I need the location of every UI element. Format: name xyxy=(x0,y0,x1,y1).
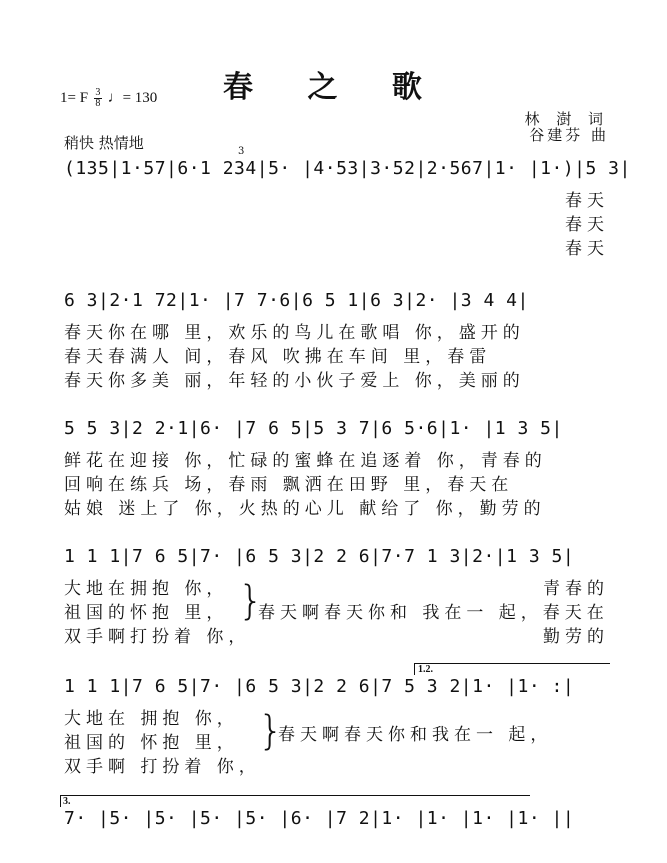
brace-4: } xyxy=(238,578,264,624)
lyric-2-2: 春天春满人 间，春风 吹拂在车间 里，春雷 xyxy=(64,347,492,367)
time-signature xyxy=(94,88,102,109)
ending-label-1: 1.2. xyxy=(418,664,433,675)
brace-5: } xyxy=(258,708,284,754)
key-signature xyxy=(60,88,157,109)
time-top: 3 xyxy=(95,87,101,98)
lyric-2-3: 春天你多美 丽，年轻的小伙子爱上 你，美丽的 xyxy=(64,371,525,391)
expression-mark: 稍快 热情地 xyxy=(64,134,144,152)
time-bottom: 8 xyxy=(95,98,101,109)
lyric-4-right-1: 青春的 xyxy=(543,579,609,599)
notation-line-5: 1 1 1|7 6 5|7· |6 5 3|2 2 6|7 5 3 2|1· |1· :| xyxy=(64,676,575,697)
key-prefix: 1= F xyxy=(60,89,89,106)
tempo-mark: ♩= 130 xyxy=(107,89,158,106)
composer-credit: 谷建芬 曲 xyxy=(529,126,609,144)
ending-bracket-3 xyxy=(60,795,530,796)
ending-bracket-1 xyxy=(414,663,610,664)
lyric-5-3: 双手啊 打扮着 你， xyxy=(64,757,261,777)
lyric-2-1: 春天你在哪 里，欢乐的鸟儿在歌唱 你，盛开的 xyxy=(64,323,525,343)
lyric-4-shared: 春天啊春天你和 我在一 起，春天在 xyxy=(258,603,609,623)
lyricist-credit: 林 澍 词 xyxy=(524,110,609,128)
lyric-1-2: 春天 xyxy=(565,215,609,235)
lyric-3-2: 回响在练兵 场，春雨 飘洒在田野 里，春天在 xyxy=(64,475,514,495)
ending-bracket-1-start xyxy=(414,663,415,675)
notation-line-2: 6 3|2·1 72|1· |7 7·6|6 5 1|6 3|2· |3 4 4| xyxy=(64,290,529,311)
lyric-3-3: 姑娘 迷上了 你，火热的心儿 献给了 你，勤劳的 xyxy=(64,499,546,519)
notation-line-3: 5 5 3|2 2·1|6· |7 6 5|5 3 7|6 5·6|1· |1 3 5| xyxy=(64,418,563,439)
notation-line-6: 7· |5· |5· |5· |5· |6· |7 2|1· |1· |1· |1· || xyxy=(64,808,575,829)
triplet-mark: 3 xyxy=(238,146,245,157)
lyric-3-1: 鲜花在迎接 你，忙碌的蜜蜂在追逐着 你，青春的 xyxy=(64,451,547,471)
page-title: 春 之 歌 xyxy=(223,70,444,105)
lyric-5-1: 大地在 拥抱 你， xyxy=(64,709,239,729)
lyric-1-1: 春天 xyxy=(565,191,609,211)
notation-line-4: 1 1 1|7 6 5|7· |6 5 3|2 2 6|7·7 1 3|2·|1 3 5| xyxy=(64,546,575,567)
ending-label-3: 3. xyxy=(63,796,71,807)
lyric-4-2: 祖国的怀抱 里， xyxy=(64,603,229,623)
ending-bracket-3-start xyxy=(60,795,61,807)
lyric-4-right-3: 勤劳的 xyxy=(543,627,609,647)
lyric-1-3: 春天 xyxy=(565,239,609,259)
notation-line-1: (135|1·57|6·1 234|5· |4·53|3·52|2·567|1· |1·)|5 3| xyxy=(64,158,631,179)
lyric-5-shared: 春天啊春天你和我在一 起， xyxy=(278,725,553,745)
lyric-4-1: 大地在拥抱 你， xyxy=(64,579,229,599)
lyric-4-3: 双手啊打扮着 你， xyxy=(64,627,251,647)
lyric-5-2: 祖国的 怀抱 里， xyxy=(64,733,239,753)
